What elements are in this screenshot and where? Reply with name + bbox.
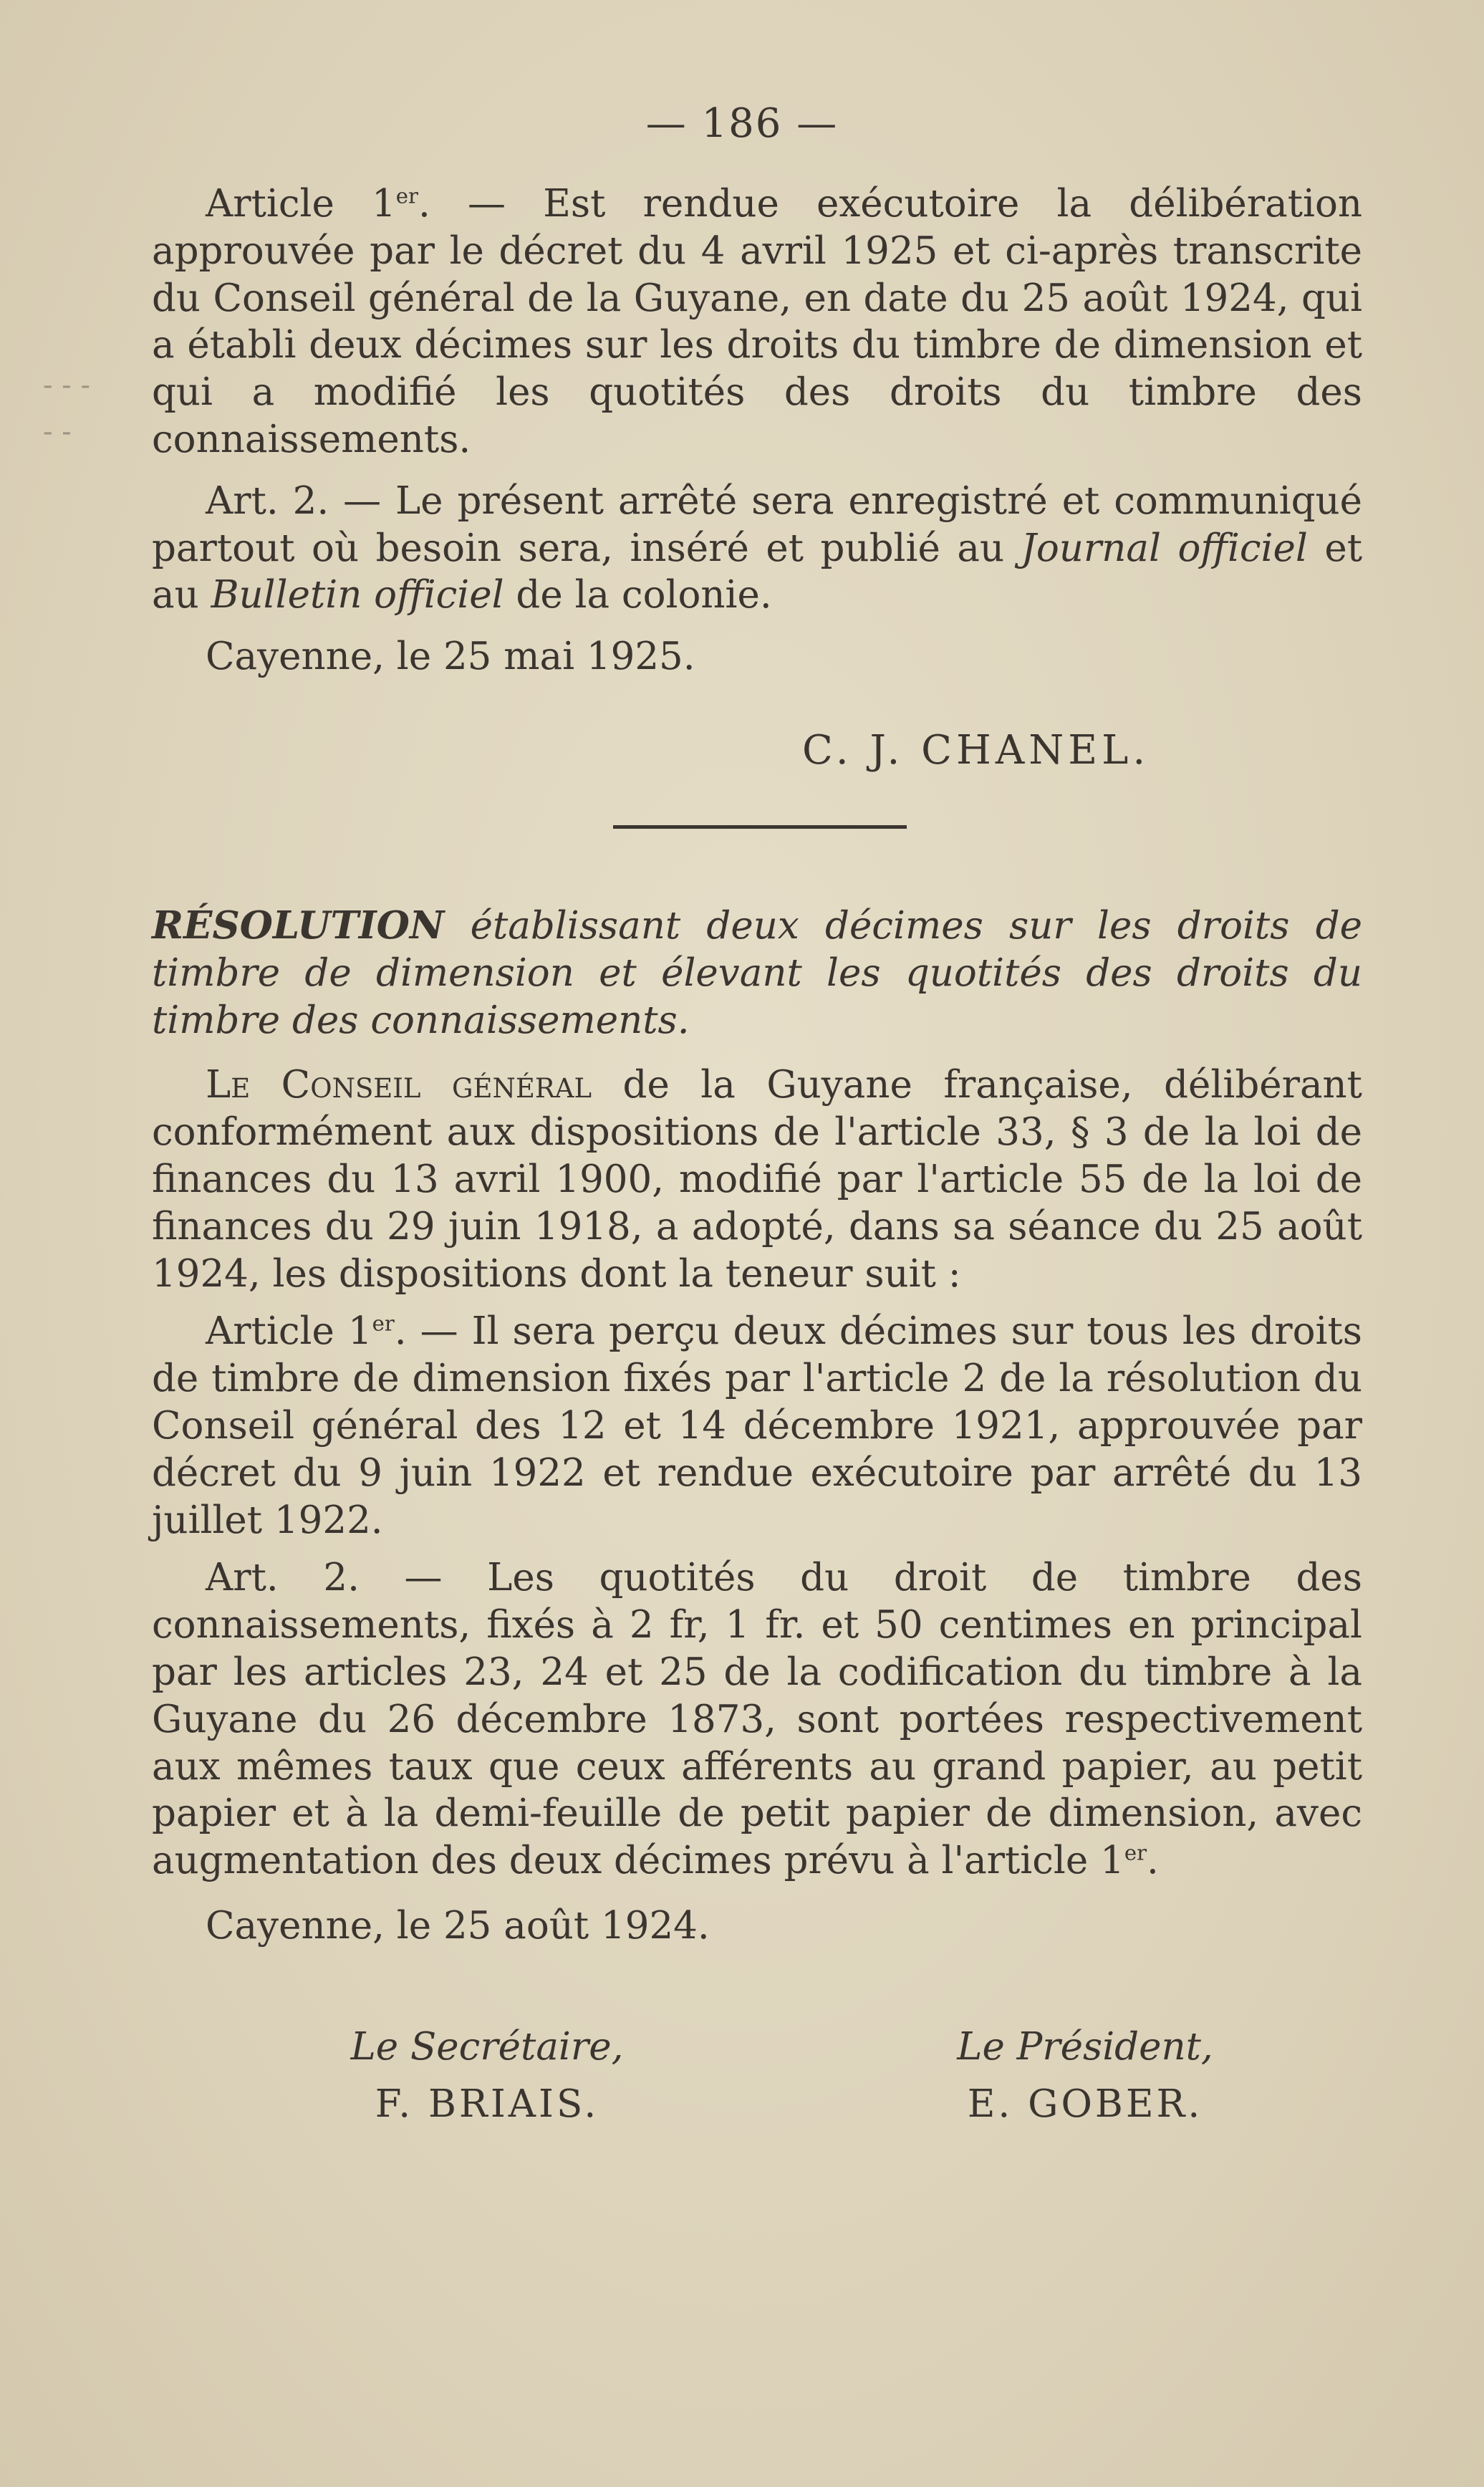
margin-mark: - - - — [43, 369, 90, 402]
article-1-paragraph — [152, 181, 1362, 463]
dateline-2: Cayenne, le 25 août 1924. — [206, 1903, 710, 1948]
article-1-sup: er — [395, 183, 418, 208]
res-article-1-label: Article 1 — [206, 1309, 372, 1354]
secretary-role: Le Secrétaire, — [350, 2025, 624, 2069]
res-article-1-paragraph — [152, 1308, 1362, 1544]
journal-officiel: Journal officiel — [1021, 526, 1308, 570]
resolution-title-bold: RÉSOLUTION — [152, 903, 445, 948]
preamble-text: de la Guyane française, délibérant conformément aux dispositions de l'article 33, § 3 de la loi de finances du 13 avril 1900, modifié par l'article 55 de la loi de finances du 29 juin 1918, a adopté, dans sa séance du 25 août 1924, les dispositions dont la teneur suit : — [152, 1063, 1362, 1296]
page-number: — 186 — — [645, 100, 839, 147]
res-article-2-paragraph — [152, 1554, 1362, 1885]
res-article-2-text: Art. 2. — Les quotités du droit de timbre des connaissements, fixés à 2 fr, 1 fr. et 50 centimes en principal par les articles 23, 24 et 25 de la codification du timbre à la Guyane du 26 décembre 1873, sont portées respectivement aux mêmes taux que ceux afférents au grand papier, au petit papier et à la demi-feuille de petit papier de dimension, avec augmentation des deux décimes prévu à l'article 1 — [152, 1556, 1362, 1883]
president-role: Le Président, — [957, 2025, 1213, 2069]
dateline-1: Cayenne, le 25 mai 1925. — [206, 635, 695, 679]
bulletin-officiel: Bulletin officiel — [211, 573, 504, 617]
president-signature — [885, 2019, 1286, 2133]
resolution-title — [152, 903, 1362, 1044]
signature-chanel: C. J. CHANEL. — [802, 727, 1150, 774]
article-2-before: Art. 2. — Le présent arrêté sera enregistré et communiqué partout où besoin sera, inséré et publié au — [152, 478, 1362, 570]
preamble-paragraph — [152, 1062, 1362, 1297]
article-2-middle: et au — [152, 526, 1363, 617]
section-divider — [613, 825, 907, 829]
secretary-name: F. BRIAIS. — [375, 2082, 599, 2126]
resolution-section — [152, 903, 1362, 1950]
res-article-2-sup: er — [1124, 1840, 1147, 1865]
secretary-signature — [286, 2019, 688, 2133]
article-2-after: de la colonie. — [504, 573, 772, 617]
res-article-1-text: . — Il sera perçu deux décimes sur tous les droits de timbre de dimension fixés par l'article 2 de la résolution du Conseil général des 12 et 14 décembre 1921, approuvée par décret du 9 juin 1922 et rendue exécutoire par arrêté du 13 juillet 1922. — [152, 1309, 1362, 1542]
conseil-general: Le Conseil général — [206, 1063, 592, 1107]
article-1-label: Article 1 — [206, 182, 396, 226]
president-name: E. GOBER. — [967, 2082, 1203, 2126]
res-article-2-end: . — [1147, 1839, 1159, 1883]
margin-mark: - - — [43, 415, 72, 448]
resolution-title-rest: établissant deux décimes sur les droits de timbre de dimension et élevant les quotités des droits du timbre des connaissements. — [152, 904, 1362, 1042]
res-article-1-sup: er — [372, 1311, 395, 1336]
article-1-text: . — Est rendue exécutoire la délibération approuvée par le décret du 4 avril 1925 et ci-après transcrite du Conseil général de la Guyane, en date du 25 août 1924, qui a établi deux décimes sur les droits du timbre de dimension et qui a modifié les quotités des droits du timbre des connaissements. — [152, 182, 1362, 461]
article-2-paragraph — [152, 478, 1362, 619]
arrete-section — [152, 181, 1362, 680]
